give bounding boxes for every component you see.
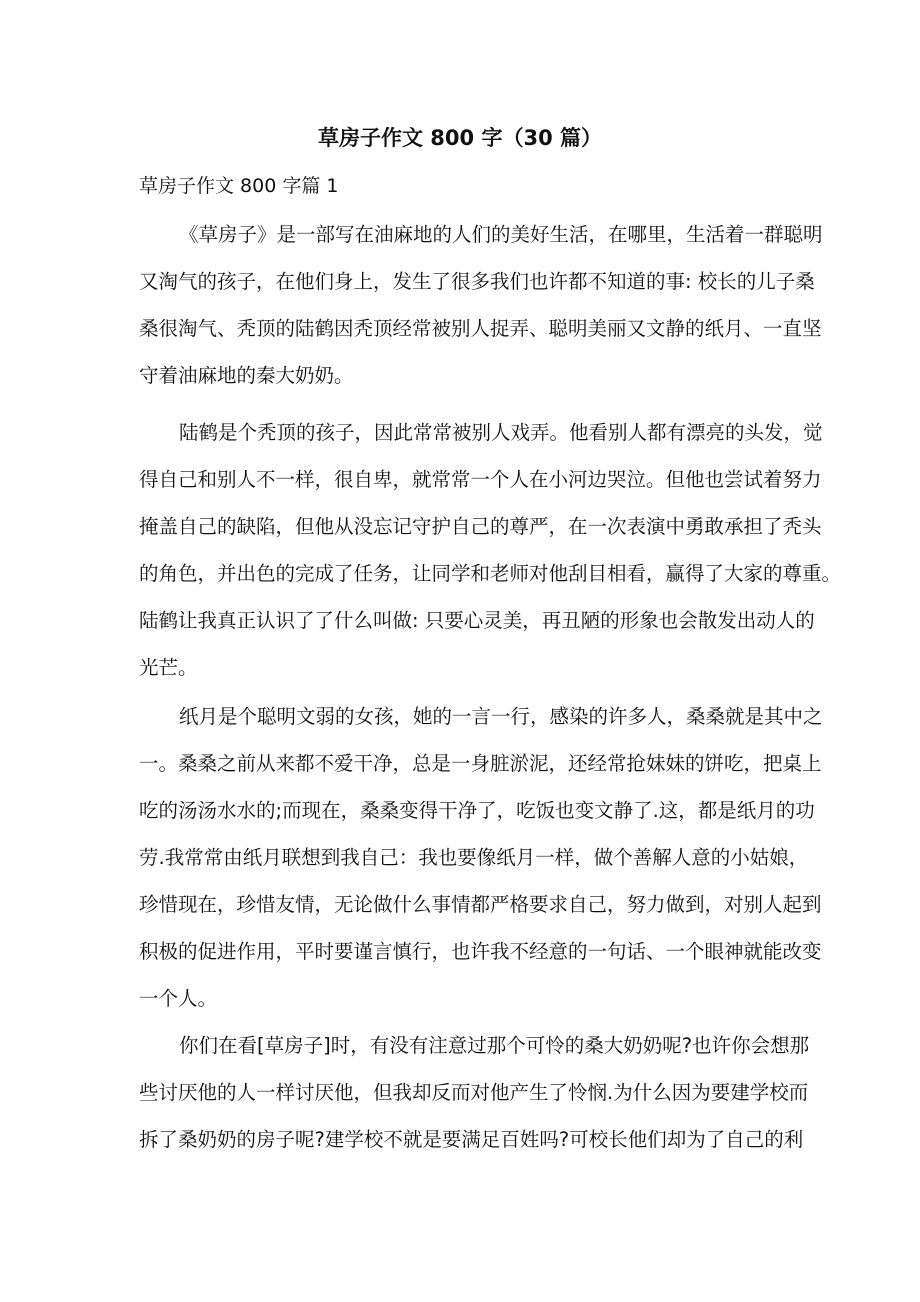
paragraph-line: 《草房子》是一部写在油麻地的人们的美好生活，在哪里，生活着一群聪明 bbox=[179, 223, 823, 246]
paragraph-line: 积极的促进作用，平时要谨言慎行，也许我不经意的一句话、一个眼神就能改变 bbox=[139, 940, 822, 963]
paragraph-line: 一。桑桑之前从来都不爱干净，总是一身脏淤泥，还经常抢妹妹的饼吃，把桌上 bbox=[139, 752, 822, 775]
paragraph-line: 一个人。 bbox=[139, 987, 218, 1010]
paragraph-line: 掩盖自己的缺陷，但他从没忘记守护自己的尊严，在一次表演中勇敢承担了秃头 bbox=[139, 515, 822, 538]
paragraph-line: 纸月是个聪明文弱的女孩，她的一言一行，感染的许多人，桑桑就是其中之 bbox=[179, 705, 823, 728]
paragraph-line: 又淘气的孩子，在他们身上，发生了很多我们也许都不知道的事: 校长的儿子桑 bbox=[139, 270, 815, 293]
paragraph-line: 的角色，并出色的完成了任务，让同学和老师对他刮目相看，赢得了大家的尊重。 bbox=[139, 562, 842, 585]
paragraph-line: 守着油麻地的秦大奶奶。 bbox=[139, 364, 354, 387]
paragraph-line: 吃的汤汤水水的;而现在，桑桑变得干净了，吃饭也变文静了.这，都是纸月的功 bbox=[139, 799, 815, 822]
section-heading: 草房子作文 800 字篇 1 bbox=[139, 175, 339, 197]
paragraph-line: 光芒。 bbox=[139, 656, 198, 679]
paragraph-line: 桑很淘气、秃顶的陆鹤因秃顶经常被别人捉弄、聪明美丽又文静的纸月、一直坚 bbox=[139, 317, 822, 340]
paragraph-line: 你们在看[草房子]时，有没有注意过那个可怜的桑大奶奶呢?也许你会想那 bbox=[179, 1034, 810, 1057]
paragraph-line: 珍惜现在，珍惜友情，无论做什么事情都严格要求自己，努力做到，对别人起到 bbox=[139, 893, 822, 916]
paragraph-line: 陆鹤是个秃顶的孩子，因此常常被别人戏弄。他看别人都有漂亮的头发，觉 bbox=[179, 421, 823, 444]
document-title: 草房子作文 800 字（30 篇） bbox=[318, 126, 602, 150]
paragraph-line: 劳.我常常由纸月联想到我自己：我也要像纸月一样，做个善解人意的小姑娘， bbox=[139, 846, 809, 869]
paragraph-line: 陆鹤让我真正认识了了什么叫做: 只要心灵美，再丑陋的形象也会散发出动人的 bbox=[139, 609, 815, 632]
paragraph-line: 拆了桑奶奶的房子呢?建学校不就是要满足百姓吗?可校长他们却为了自己的利 bbox=[139, 1128, 804, 1151]
paragraph-line: 得自己和别人不一样，很自卑，就常常一个人在小河边哭泣。但他也尝试着努力 bbox=[139, 468, 822, 491]
paragraph-line: 些讨厌他的人一样讨厌他，但我却反而对他产生了怜悯.为什么因为要建学校而 bbox=[139, 1081, 809, 1104]
